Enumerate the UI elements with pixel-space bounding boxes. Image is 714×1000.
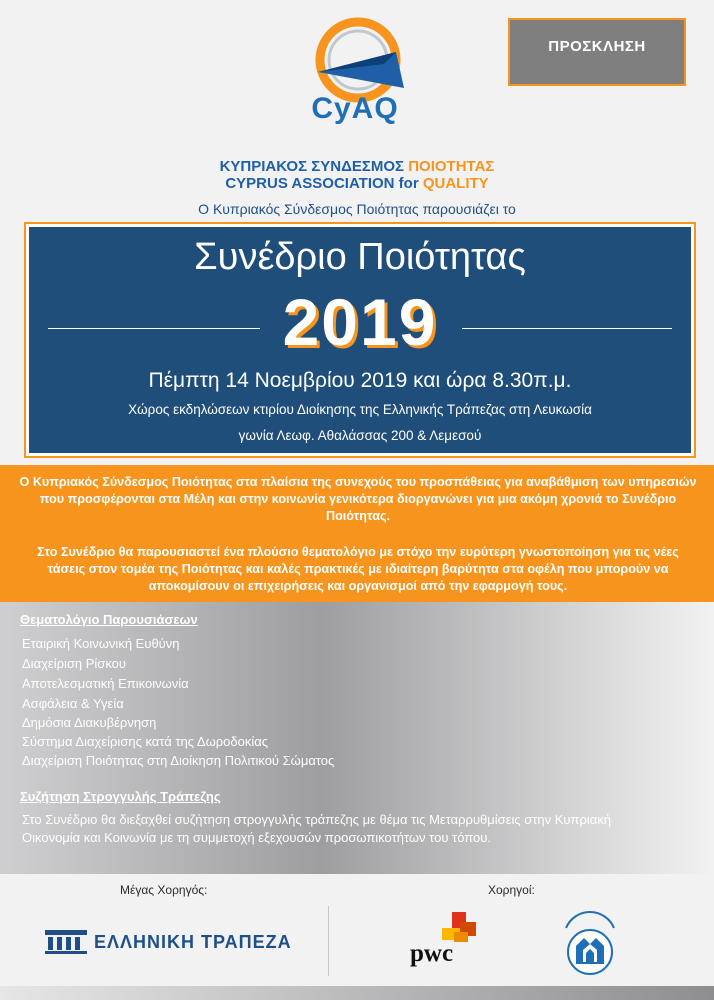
- intro-paragraph-1: Ο Κυπριακός Σύνδεσμος Ποιότητας στα πλαίσια της συνεχούς του προσπάθειας για αναβάθμιση των υπηρεσιών που προσφέρονται στα Μέλη και στην κοινωνία γενικότερα διοργανώνει για μια ακόμη χρονιά το Συνέδριο Ποιότητας.: [19, 475, 697, 523]
- main-sponsor-name: ΕΛΛΗΝΙΚΗ ΤΡΑΠΕΖΑ: [94, 932, 292, 952]
- org-name-english-part1: CYPRUS ASSOCIATION for: [225, 175, 419, 192]
- org-name-english-part2: QUALITY: [422, 175, 489, 192]
- association-logo-icon: [556, 906, 624, 978]
- bank-building-icon: [44, 929, 88, 955]
- divider-line-right: [462, 328, 672, 329]
- topic-item: Εταιρική Κοινωνική Ευθύνη: [22, 636, 180, 651]
- sponsor-divider: [328, 906, 329, 976]
- topic-item: Διαχείριση Ποιότητας στη Διοίκηση Πολιτικού Σώματος: [22, 753, 335, 768]
- topic-item: Σύστημα Διαχείρισης κατά της Δωροδοκίας: [22, 734, 268, 749]
- conference-title: Συνέδριο Ποιότητας: [194, 236, 526, 278]
- topics-heading: Θεματολόγιο Παρουσιάσεων: [20, 612, 198, 627]
- conference-date-time: Πέμπτη 14 Νοεμβρίου 2019 και ώρα 8.30π.μ.: [148, 369, 572, 392]
- invitation-label: ΠΡΟΣΚΛΗΣΗ: [548, 38, 646, 55]
- org-name-greek-part1: ΚΥΠΡΙΑΚΟΣ ΣΥΝΔΕΣΜΟΣ: [219, 158, 405, 175]
- topic-item: Ασφάλεια & Υγεία: [22, 696, 124, 711]
- conference-venue: Χώρος εκδηλώσεων κτιρίου Διοίκησης της Ελληνικής Τράπεζας στη Λευκωσία: [128, 402, 592, 417]
- topic-item: Διαχείριση Ρίσκου: [22, 656, 127, 671]
- invitation-tab: [508, 18, 686, 86]
- conference-year: 2019: [282, 285, 438, 359]
- topic-item: Αποτελεσματική Επικοινωνία: [22, 676, 189, 691]
- round-table-text: Στο Συνέδριο θα διεξαχθεί συζήτηση στρογγυλής τράπεζης με θέμα τις Μεταρρυθμίσεις στην Κυπριακή Οικονομία και Κοινωνία με τη συμμετοχή εξεχουσών προσωπικοτήτων του τόπου.: [22, 812, 612, 845]
- bottom-bar: [0, 986, 714, 1000]
- sponsor-pwc: pwc: [410, 940, 454, 967]
- topic-item: Δημόσια Διακυβέρνηση: [22, 715, 157, 730]
- main-sponsor-label: Μέγας Χορηγός:: [120, 883, 208, 897]
- round-table-heading: Συζήτηση Στρογγυλής Τράπεζης: [20, 789, 221, 804]
- conference-address: γωνία Λεωφ. Αθαλάσσας 200 & Λεμεσού: [238, 428, 482, 443]
- org-name-greek: [0, 158, 714, 175]
- intro-paragraph-2: Στο Συνέδριο θα παρουσιαστεί ένα πλούσιο θεματολόγιο με στόχο την ευρύτερη γνωστοποίηση για τις νέες τάσεις στον τομέα της Ποιότητας και καλές πρακτικές με ιδιαίτερη βαρύτητα στα οφέλη που μπορούν να αποκομίσουν οι επιχειρήσεις και οργανισμοί από την εφαρμογή τους.: [37, 545, 679, 593]
- presents-line: Ο Κυπριακός Σύνδεσμος Ποιότητας παρουσιάζει το: [198, 201, 516, 217]
- org-name-greek-part2: ΠΟΙΟΤΗΤΑΣ: [408, 158, 495, 175]
- logo-text: CyAQ: [311, 92, 399, 125]
- sponsors-label: Χορηγοί:: [488, 883, 535, 897]
- org-name-english: [0, 175, 714, 192]
